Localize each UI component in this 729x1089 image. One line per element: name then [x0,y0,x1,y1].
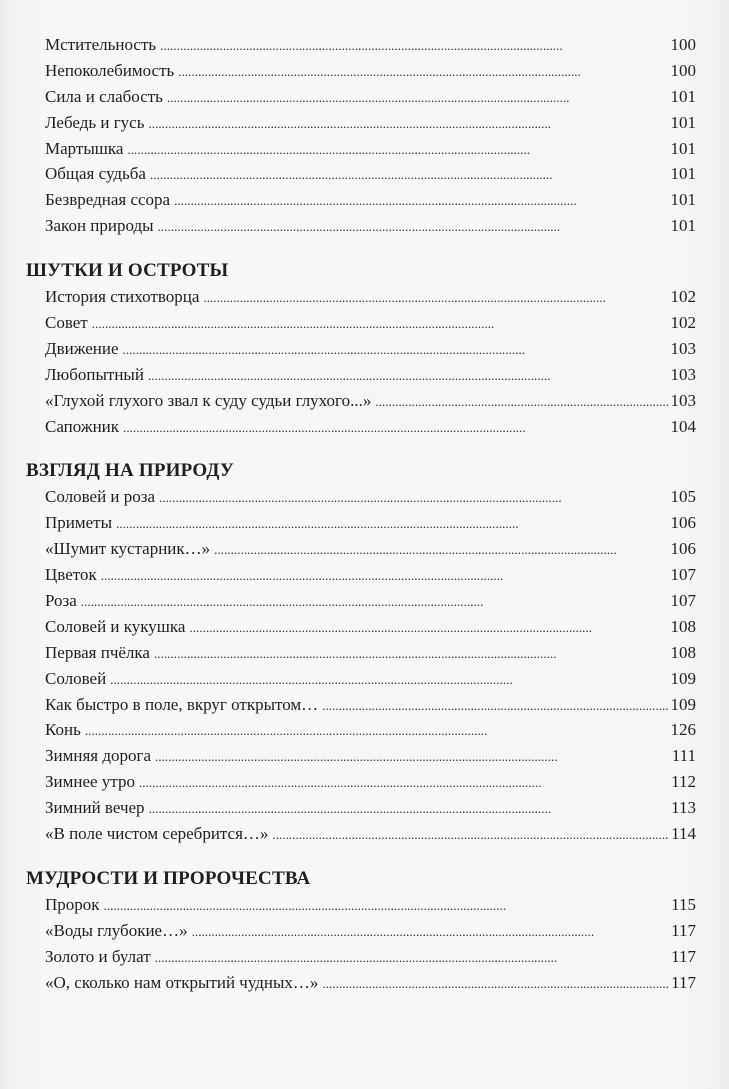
toc-entry [26,795,696,821]
entry-title: Сапожник [45,416,120,436]
entry-title: Соловей и роза [45,487,156,507]
entry-page-number: 115 [671,894,696,914]
entry-page-number: 101 [670,164,696,184]
entry-title: «О, сколько нам открытий чудных…» [45,972,319,992]
dot-leader [214,537,669,563]
dot-leader [123,415,669,441]
entry-page-number: 100 [670,35,696,54]
entry-page-number: 105 [670,487,696,507]
toc-entry [26,918,696,944]
dot-leader [189,615,669,641]
entry-title: Безвредная ссора [45,190,171,210]
entry-title: «Глухой глухого звал к суду судьи глухого...» [45,390,372,410]
toc-entry-list [26,32,696,239]
entry-page-number: 109 [670,668,696,688]
entry-page-number: 108 [670,616,696,636]
toc-entry [26,614,696,640]
toc-entry [26,32,696,58]
toc-entry [26,388,696,414]
toc-entry-list [26,892,696,996]
dot-leader [178,59,669,85]
entry-title: Пророк [45,894,100,914]
dot-leader [272,822,669,848]
dot-leader [174,188,669,214]
dot-leader [155,945,669,971]
dot-leader [139,770,669,796]
toc-entry [26,892,696,918]
entry-title: Мартышка [45,138,124,158]
entry-page-number: 107 [670,591,696,611]
dot-leader [123,337,669,363]
dot-leader [148,111,669,137]
entry-page-number: 106 [670,513,696,533]
entry-page-number: 102 [670,287,696,307]
dot-leader [375,389,669,415]
entry-page-number: 104 [670,416,696,436]
toc-entry [26,284,696,310]
entry-title: Зимняя дорога [45,746,152,766]
dot-leader [159,485,669,511]
entry-page-number: 117 [671,946,696,966]
dot-leader [85,718,669,744]
entry-page-number: 100 [670,60,696,80]
toc-entry [26,769,696,795]
toc-entry [26,414,696,440]
toc-entry [26,944,696,970]
dot-leader [203,285,669,311]
dot-leader [160,33,669,59]
entry-page-number: 126 [670,720,696,740]
entry-title: Лебедь и гусь [45,112,145,132]
toc-section-wisdom [26,866,696,996]
toc-entry [26,161,696,187]
toc-entry [26,717,696,743]
toc-entry [26,187,696,213]
entry-page-number: 117 [671,920,696,940]
dot-leader [101,563,669,589]
entry-title: Зимнее утро [45,772,135,792]
entry-page-number: 102 [670,313,696,333]
entry-title: Непоколебимость [45,60,175,80]
dot-leader [81,589,669,615]
dot-leader [149,796,669,822]
toc-section-nature [26,458,696,846]
toc-entry [26,84,696,110]
entry-page-number: 101 [670,190,696,210]
toc-entry [26,336,696,362]
entry-page-number: 109 [670,694,696,714]
entry-title: Конь [45,720,81,740]
dot-leader [154,641,669,667]
dot-leader [92,311,669,337]
entry-page-number: 101 [670,138,696,158]
toc-section-jokes [26,258,696,439]
section-heading: МУДРОСТИ И ПРОРОЧЕСТВА [26,867,311,889]
dot-leader [150,162,669,188]
toc-entry [26,213,696,239]
entry-page-number: 112 [671,772,696,792]
dot-leader [104,893,669,919]
dot-leader [192,919,669,945]
toc-entry [26,510,696,536]
dot-leader [116,511,669,537]
toc-entry [26,310,696,336]
entry-title: Мстительность [45,35,157,54]
entry-page-number: 103 [670,338,696,358]
entry-title: Сила и слабость [45,86,163,106]
entry-page-number: 101 [670,112,696,132]
entry-title: «Воды глубокие…» [45,920,188,940]
entry-page-number: 101 [670,86,696,106]
entry-title: «В поле чистом серебрится…» [45,824,269,844]
toc-entry [26,362,696,388]
entry-page-number: 106 [670,539,696,559]
toc-entry [26,821,696,847]
entry-title: Совет [45,313,88,333]
entry-page-number: 108 [670,642,696,662]
entry-page-number: 113 [671,798,696,818]
dot-leader [110,667,669,693]
toc-entry [26,692,696,718]
entry-title: Первая пчёлка [45,642,150,662]
entry-title: Золото и булат [45,946,151,966]
toc-entry [26,136,696,162]
toc-entry [26,640,696,666]
entry-page-number: 114 [671,824,696,844]
entry-title: Цветок [45,565,97,585]
dot-leader [322,971,669,997]
entry-title: Общая судьба [45,164,146,184]
entry-page-number: 117 [671,972,696,992]
dot-leader [158,214,669,240]
toc-entry [26,743,696,769]
entry-title: Как быстро в поле, вкруг открытом… [45,694,319,714]
toc-entry-list [26,284,696,439]
table-of-contents [26,32,696,996]
entry-page-number: 101 [670,216,696,236]
toc-entry [26,484,696,510]
entry-title: «Шумит кустарник…» [45,539,211,559]
toc-entry [26,536,696,562]
toc-entry [26,588,696,614]
entry-page-number: 103 [670,364,696,384]
entry-page-number: 111 [671,746,696,766]
section-heading: ВЗГЛЯД НА ПРИРОДУ [26,460,235,482]
entry-title: Зимний вечер [45,798,145,818]
dot-leader [155,744,669,770]
entry-page-number: 107 [670,565,696,585]
toc-entry [26,666,696,692]
entry-page-number: 103 [670,390,696,410]
section-heading: ШУТКИ И ОСТРОТЫ [26,260,229,282]
toc-entry [26,110,696,136]
entry-title: История стихотворца [45,287,200,307]
entry-title: Движение [45,338,119,358]
dot-leader [322,693,669,719]
entry-title: Приметы [45,513,113,533]
entry-title: Соловей и кукушка [45,616,186,636]
toc-entry [26,562,696,588]
toc-entry [26,58,696,84]
entry-title: Роза [45,591,77,611]
dot-leader [167,85,669,111]
dot-leader [127,137,669,163]
toc-entry [26,970,696,996]
dot-leader [148,363,669,389]
entry-title: Закон природы [45,216,154,236]
entry-title: Соловей [45,668,107,688]
entry-title: Любопытный [45,364,144,384]
toc-section-continued [26,32,696,239]
toc-entry-list [26,484,696,846]
